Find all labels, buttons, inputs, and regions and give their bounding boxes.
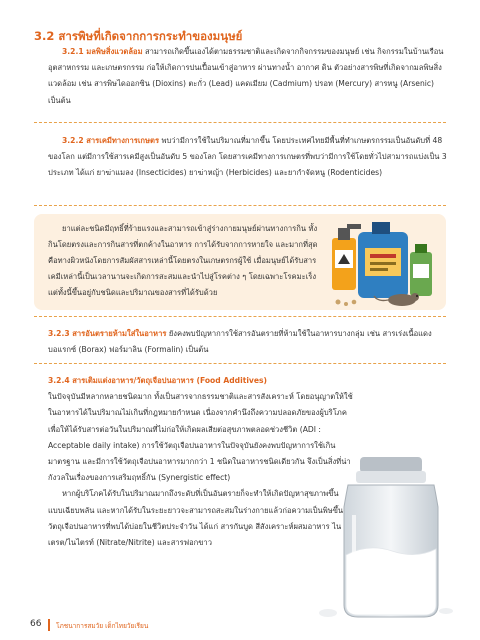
subsection-body: ในปัจจุบันมีหลากหลายชนิดมาก ทั้งเป็นสารจากธรรมชาติและสารสังเคราะห์ โดยอนุญาตให้ใช้ในอาหารได้ในปริมาณไม่เกินที่กฎหมายกำหนด เนื่องจากคำนึงถึงความปลอดภัยของผู้บริโภค เพื่อให้ได้รับสารต่อวันในปริมาณที่ไม่ก่อให้เกิดผลเสียต่อสุขภาพตลอดช่วงชีวิต (ADI : Acceptable daily intake) การใช้วัตถุเจือปนอาหารในปัจจุบันยังคงพบปัญหาการใช้เกินมาตรฐาน และมีการใช้วัตถุเจือปนอาหารมากกว่า 1 ชนิดในอาหารชนิดเดียวกัน จึงเป็นสิ่งที่น่ากังวลในเรื่องของการเสริมฤทธิ์กัน (Synergistic effect)	[48, 392, 353, 483]
section-heading: 3.2 สารพิษที่เกิดจากการกระทำของมนุษย์	[34, 29, 243, 43]
subsection-body: สามารถเกิดขึ้นเองได้ตามธรรมชาติและเกิดจากกิจกรรมของมนุษย์ เช่น กิจกรรมในบ้านเรือน อุตสาหกรรม และเกษตรกรรม ก่อให้เกิดการปนเปื้อนเข้าสู่อาหาร ผ่านทางน้ำ อากาศ ดิน ตัวอย่างสารพิษที่เกิดจากมลพิษสิ่งแวดล้อม เช่น สารพิษไดออกซิน (Dioxins) ตะกั่ว (Lead) แคดเมียม (Cadmium) ปรอท (Mercury) สารหนู (Arsenic) เป็นต้น	[48, 47, 444, 105]
page-number: 66	[30, 619, 42, 629]
note-text: ยาแต่ละชนิดมีฤทธิ์ที่ร้ายแรงและสามารถเข้าสู่ร่างกายมนุษย์ผ่านทางการกิน ทั้งกินโดยตรงและการกินสารที่ตกค้างในอาหาร การได้รับจากการหายใจ และมากที่สุดคือทางผิวหนังโดยการสัมผัสสารเหล่านี้โดยตรงในเกษตรกรผู้ใช้ เมื่อมนุษย์ได้รับสารเคมีเหล่านี้เป็นเวลานานจะเกิดการสะสมและนำไปสู่โรคต่าง ๆ โดยเฉพาะโรคมะเร็ง แต่ทั้งนี้ขึ้นอยู่กับชนิดและปริมาณของสารที่ได้รับด้วย	[48, 224, 318, 297]
subsection-title: 3.2.4 สารเติมแต่งอาหาร/วัตถุเจือปนอาหาร (Food Additives)	[48, 376, 268, 385]
divider	[34, 122, 446, 123]
pesticide-illustration	[318, 216, 443, 310]
book-title: โภชนาการสมวัย เด็กไทยวัยเรียน	[56, 622, 149, 630]
subsection-environmental-pollution	[48, 44, 448, 109]
subsection-body: พบว่ามีการใช้ในปริมาณที่มากขึ้น โดยประเทศไทยมีพื้นที่ทำเกษตรกรรมเป็นอันดับที่ 48 ของโลก แต่มีการใช้สารเคมีสูงเป็นอันดับ 5 ของโลก โดยสารเคมีทางการเกษตรที่พบว่ามีการใช้โดยทั่วไปสามารถแบ่งเป็น 3 ประเภท ได้แก่ ยาฆ่าแมลง (Insecticides) ยาฆ่าหญ้า (Herbicides) และยากำจัดหนู (Rodenticides)	[48, 136, 447, 178]
subsection-agricultural-chemicals	[48, 133, 448, 182]
subsection-body: ยังคงพบปัญหาการใช้สารอันตรายที่ห้ามใช้ในอาหารบางกลุ่ม เช่น สารเร่งเนื้อแดง บอแรกซ์ (Borax) ฟอร์มาลิน (Formalin) เป็นต้น	[48, 329, 432, 355]
divider	[34, 316, 446, 317]
divider	[34, 205, 446, 206]
subsection-body-2: หากผู้บริโภคได้รับในปริมาณมากถึงระดับที่เป็นอันตรายก็จะทำให้เกิดปัญหาสุขภาพขึ้นแบบเฉียบพลัน และหากได้รับในระยะยาวจะสามารถสะสมในร่างกายแล้วก่อความเป็นพิษขึ้น วัตถุเจือปนอาหารที่พบได้บ่อยในชีวิตประจำวัน ได้แก่ สารกันบูด สีสังเคราะห์ผสมอาหาร ไนเตรต/ไนไตรท์ (Nitrate/Nitrite) และสารฟอกขาว	[48, 489, 344, 548]
subsection-title: 3.2.2 สารเคมีทางการเกษตร	[62, 136, 160, 145]
jar-photo	[318, 455, 454, 620]
divider	[34, 363, 446, 364]
subsection-prohibited-substances	[48, 326, 448, 358]
subsection-title: 3.2.1 มลพิษสิ่งแวดล้อม	[62, 47, 143, 56]
subsection-title: 3.2.3 สารอันตรายห้ามใส่ในอาหาร	[48, 329, 167, 338]
footer-divider	[48, 619, 50, 631]
subsection-food-additives	[48, 373, 353, 551]
page-footer	[30, 617, 480, 633]
